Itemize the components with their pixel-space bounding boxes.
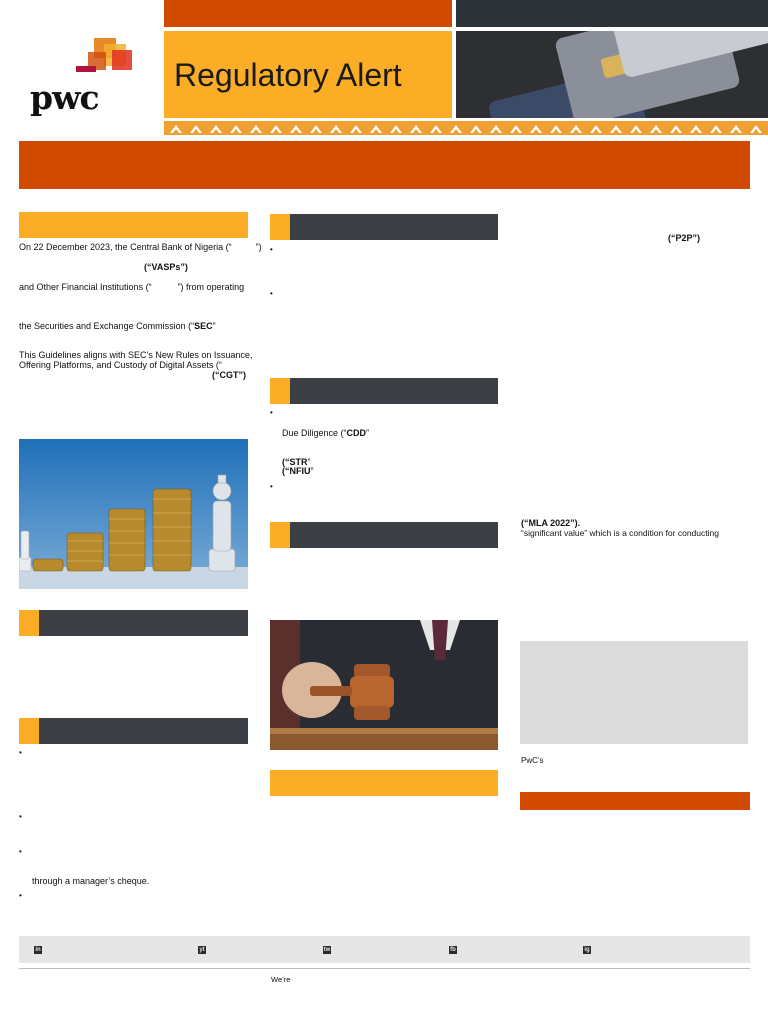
coins-chess-image (19, 439, 248, 589)
significant-value-line: “significant value” which is a condition for conducting (521, 528, 719, 538)
contact-orange-bar (520, 792, 750, 810)
headline-banner (19, 141, 750, 189)
instagram-icon[interactable]: ig (584, 947, 590, 953)
section-tab (19, 610, 39, 636)
guidelines-line-2: Offering Platforms, and Custody of Digital Assets (“ (19, 360, 222, 370)
bullet-marker: • (270, 482, 273, 491)
intro-line-3-end: ”) from operating (177, 282, 245, 292)
str-end: ” (307, 457, 311, 467)
gavel-image (270, 620, 498, 750)
section-header-col1-b (19, 718, 248, 744)
bullet-marker: • (270, 289, 273, 298)
bullet-marker: • (19, 812, 22, 821)
str-term: (“STR (282, 457, 308, 467)
section-header-col1-a (19, 610, 248, 636)
section-header-col2-d (270, 770, 498, 796)
credit-cards-image (456, 31, 768, 118)
cdd-prefix: Due Diligence (“ (282, 428, 347, 438)
intro-line-3 (19, 282, 244, 293)
section-header-intro (19, 212, 248, 238)
intro-line-1-end: ”) (255, 242, 262, 252)
cheque-line: through a manager’s cheque. (32, 876, 150, 886)
intro-line-1-text: On 22 December 2023, the Central Bank of Nigeria (“ (19, 242, 232, 252)
bullet-marker: • (19, 847, 22, 856)
mla-term: (“MLA 2022”). (521, 518, 581, 528)
linkedin-icon[interactable]: in (35, 947, 41, 953)
cgt-term: (“CGT”) (212, 370, 246, 380)
nfiu-end: ” (310, 466, 314, 476)
footer-tagline: We’re (271, 975, 291, 984)
cdd-term: CDD (346, 428, 367, 438)
page-title: Regulatory Alert (174, 57, 402, 93)
vasps-term: (“VASPs”) (144, 262, 188, 272)
section-tab (270, 522, 290, 548)
cdd-end: ” (366, 428, 370, 438)
section-header-col2-a (270, 214, 498, 240)
cdd-line (282, 428, 369, 439)
top-orange-bar (164, 0, 452, 27)
pwcs-label: PwC’s (521, 756, 544, 765)
bullet-marker: • (270, 408, 273, 417)
title-box (164, 31, 452, 118)
nfiu-line (282, 466, 314, 477)
footer-divider (19, 968, 750, 969)
bullet-marker: • (270, 245, 273, 254)
section-tab (19, 718, 39, 744)
logo-wordmark: pwc (30, 78, 99, 117)
intro-line-1 (19, 242, 262, 253)
grey-placeholder-box (520, 641, 748, 744)
footer-social-bar (19, 936, 750, 963)
sec-term: SEC (194, 321, 213, 331)
sec-line-prefix: the Securities and Exchange Commission (“ (19, 321, 195, 331)
bullet-marker: • (19, 891, 22, 900)
facebook-icon[interactable]: fb (450, 947, 456, 953)
p2p-term: (“P2P”) (668, 233, 701, 243)
guidelines-line-1: This Guidelines aligns with SEC’s New Rules on Issuance, (19, 350, 253, 360)
section-header-col2-c (270, 522, 498, 548)
section-header-col2-b (270, 378, 498, 404)
bullet-marker: • (19, 748, 22, 757)
pwc-logo (28, 38, 138, 118)
youtube-icon[interactable]: yt (199, 947, 205, 953)
intro-line-3-text: and Other Financial Institutions (“ (19, 282, 152, 292)
nfiu-term: (“NFIU (282, 466, 311, 476)
sec-line (19, 321, 216, 332)
chevron-pattern-strip (164, 121, 768, 135)
sec-line-end: ” (212, 321, 216, 331)
twitter-icon[interactable]: tw (323, 947, 331, 953)
section-tab (270, 378, 290, 404)
top-dark-bar (456, 0, 768, 27)
section-tab (270, 214, 290, 240)
